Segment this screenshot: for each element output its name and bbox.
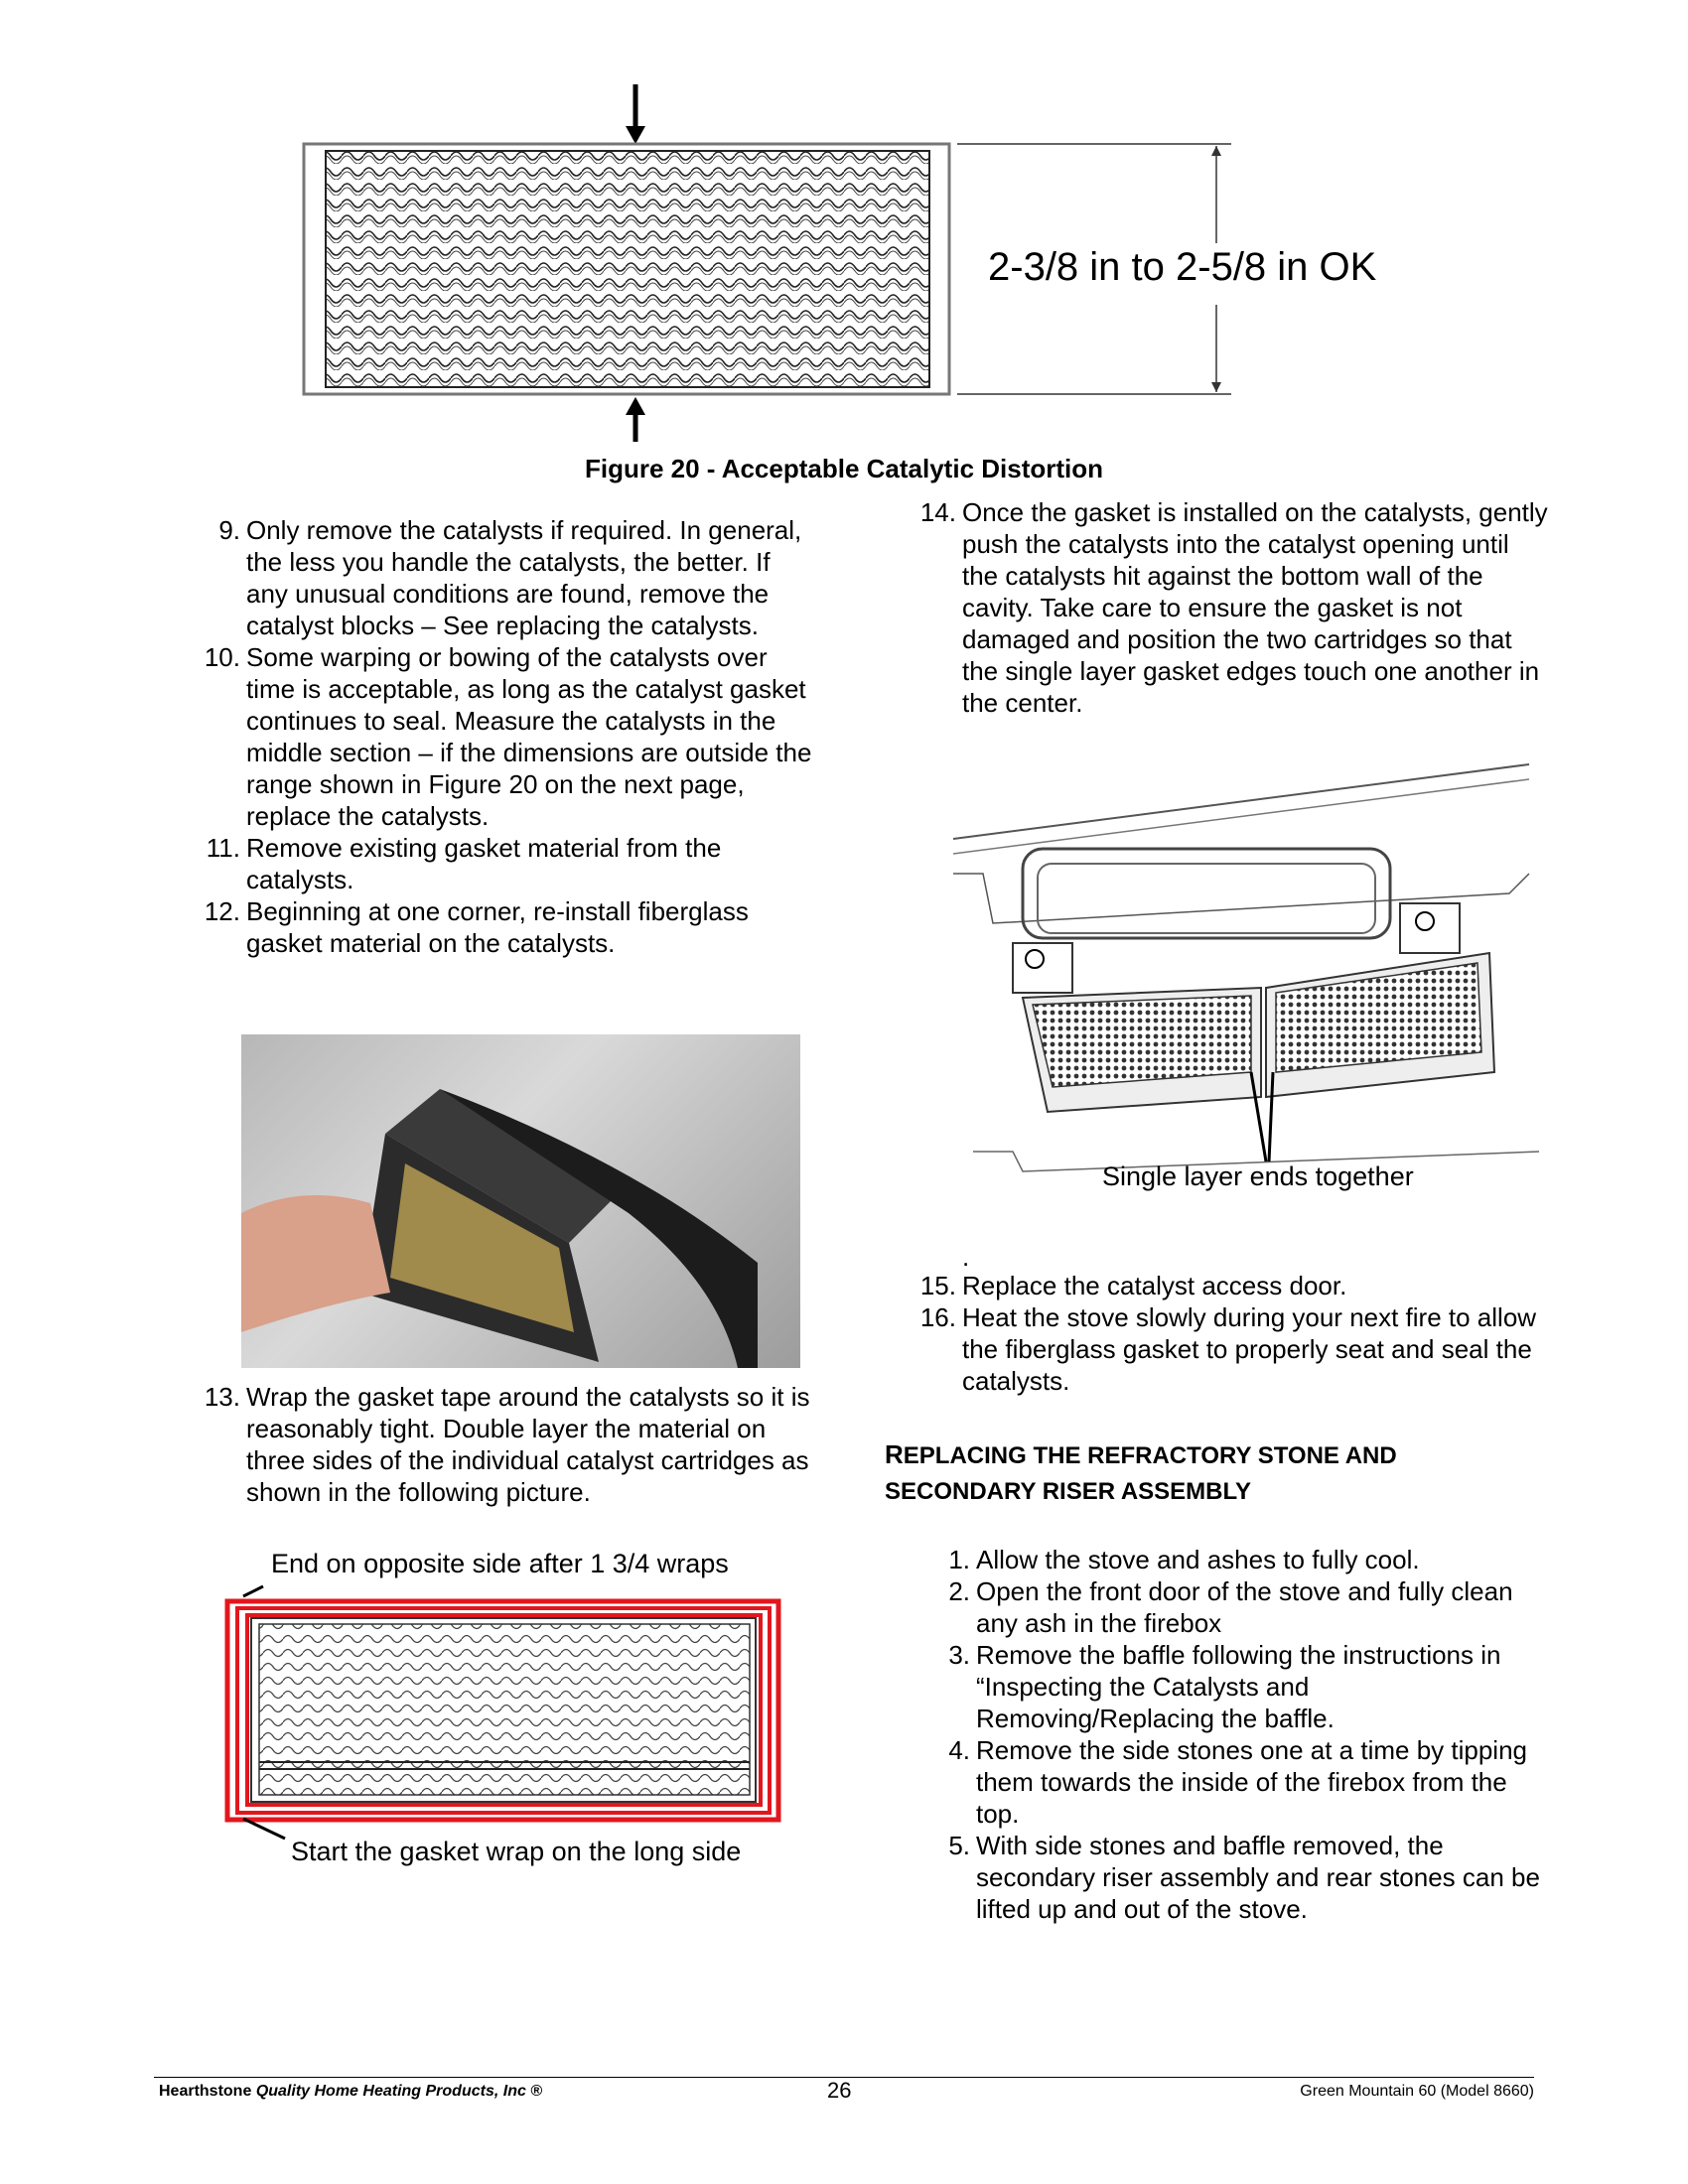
wrap-end-label: End on opposite side after 1 3/4 wraps <box>271 1549 729 1578</box>
figure-20 <box>298 84 1377 442</box>
list-item: 5. With side stones and baffle removed, the secondary riser assembly and rear stones can be lifted up and out of the stove. <box>948 1831 1540 1924</box>
refractory-steps-list <box>926 1544 1542 1925</box>
list-item: 2. Open the front door of the stove and fully clean any ash in the firebox <box>948 1576 1513 1638</box>
list-item: 12. Beginning at one corner, re-install fiberglass gasket material on the catalysts. <box>204 896 749 958</box>
catalyst-gasket-photo <box>241 1034 800 1368</box>
gasket-photo <box>241 1034 800 1368</box>
step-14-list <box>913 496 1548 719</box>
footer-model: Green Mountain 60 (Model 8660) <box>1300 2083 1534 2100</box>
list-item: 1. Allow the stove and ashes to fully cool. <box>948 1545 1420 1574</box>
gasket-wrap-diagram <box>223 1549 799 1886</box>
list-item: 4. Remove the side stones one at a time by tipping them towards the inside of the firebox from the top. <box>948 1735 1527 1829</box>
list-item: 3. Remove the baffle following the instructions in “Inspecting the Catalysts and Removing/Replacing the baffle. <box>948 1640 1501 1733</box>
list-item: 9. Only remove the catalysts if required. In general, the less you handle the catalysts, the better. If any unusual conditions are found, remove the catalyst blocks – See replacing the catalysts. <box>218 515 802 640</box>
arrow-down-icon <box>626 84 645 144</box>
footer-company: Hearthstone Quality Home Heating Products, Inc ® <box>159 2083 543 2100</box>
dimension-label: 2-3/8 in to 2-5/8 in OK <box>988 245 1377 289</box>
stray-period: . <box>962 1242 970 1272</box>
section-heading: REPLACING THE REFRACTORY STONE AND SECONDARY RISER ASSEMBLY <box>885 1439 1397 1505</box>
catalyst-cartridges-drawing <box>953 754 1539 1211</box>
list-item: 11. Remove existing gasket material from the catalysts. <box>206 833 722 894</box>
arrow-up-icon <box>626 397 645 442</box>
list-item: 14. Once the gasket is installed on the catalysts, gently push the catalysts into the catalyst opening until the catalysts hit against the bottom wall of the cavity. Take care to ensure the gasket is not damaged and position the two cartridges so that the single layer gasket edges touch one another in the center. <box>919 497 1548 718</box>
list-item: 10. Some warping or bowing of the catalysts over time is acceptable, as long as the catalyst gasket continues to seal. Measure the catalysts in the middle section – if the dimensions are outside the range shown in Figure 20 on the next page, replace the catalysts. <box>204 642 812 831</box>
figure-caption: Figure 20 - Acceptable Catalytic Distortion <box>584 454 1104 483</box>
list-item: 16. Heat the stove slowly during your next fire to allow the fiberglass gasket to properly seat and seal the catalysts. <box>919 1302 1537 1396</box>
page-number: 26 <box>827 2078 852 2103</box>
list-item: 13. Wrap the gasket tape around the catalysts so it is reasonably tight. Double layer the material on three sides of the individual catalyst cartridges as shown in the following picture. <box>204 1382 810 1507</box>
list-item: 15. Replace the catalyst access door. <box>919 1271 1347 1300</box>
right-steps-list <box>913 1270 1548 1397</box>
step-13-list <box>197 1381 812 1508</box>
wrap-start-label: Start the gasket wrap on the long side <box>291 1837 742 1866</box>
cartridge-diagram <box>953 754 1539 1211</box>
cartridge-label: Single layer ends together <box>1102 1161 1414 1191</box>
left-steps-list <box>197 514 812 959</box>
